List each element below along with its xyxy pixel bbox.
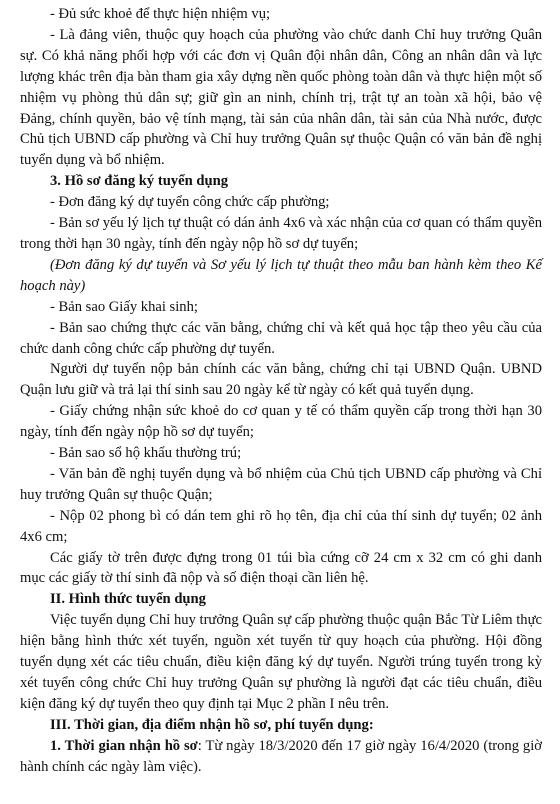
paragraph: Người dự tuyển nộp bản chính các văn bằng, chứng chỉ tại UBND Quận. UBND Quận lưu giữ và trả lại thí sinh sau 20 ngày kể từ ngày có kết quả tuyển dụng. <box>20 361 542 399</box>
paragraph: (Đơn đăng ký dự tuyển và Sơ yếu lý lịch tự thuật theo mẫu ban hành kèm theo Kế hoạch này) <box>20 256 542 294</box>
section-heading: II. Hình thức tuyển dụng <box>50 591 206 608</box>
heading-application-period: 1. Thời gian nhận hồ sơ <box>50 737 198 754</box>
paragraph: - Văn bản đề nghị tuyển dụng và bổ nhiệm của Chủ tịch UBND cấp phường và Chỉ huy trưởng Quân sự thuộc Quận; <box>20 465 542 503</box>
section-heading: 3. Hồ sơ đăng ký tuyển dụng <box>50 173 228 190</box>
section-heading: III. Thời gian, địa điểm nhận hồ sơ, phí tuyển dụng: <box>50 716 374 733</box>
paragraph: - Đơn đăng ký dự tuyển công chức cấp phường; <box>50 194 330 211</box>
paragraph: - Là đảng viên, thuộc quy hoạch của phường vào chức danh Chỉ huy trưởng Quân sự. Có khả năng phối hợp với các đơn vị Quân đội nhân dân, Công an nhân dân và lực lượng khác trên địa bàn tham gia xây dựng nền quốc phòng toàn dân và thực hiện một số nhiệm vụ phòng thủ dân sự; giữ gìn an ninh, chính trị, trật tự an toàn xã hội, bảo vệ Đảng, chính quyền, bảo vệ tính mạng, tài sản của nhân dân, tài sản của Nhà nước, được Chủ tịch UBND cấp phường và Chỉ huy trưởng Quân sự thuộc Quận có văn bản đề nghị tuyển dụng và bổ nhiệm. <box>20 26 542 169</box>
paragraph: - Bản sao Giấy khai sinh; <box>50 298 198 315</box>
paragraph: - Bản sao chứng thực các văn bằng, chứng chỉ và kết quả học tập theo yêu cầu của chức danh công chức cấp phường dự tuyển. <box>20 319 542 357</box>
paragraph: - Đủ sức khoẻ để thực hiện nhiệm vụ; <box>50 6 271 22</box>
paragraph: Các giấy tờ trên được đựng trong 01 túi bìa cứng cỡ 24 cm x 32 cm có ghi danh mục các giấy tờ thí sinh đã nộp và số điện thoại cần liên hệ. <box>20 549 542 587</box>
paragraph-application-period <box>20 736 542 778</box>
paragraph: - Nộp 02 phong bì có dán tem ghi rõ họ tên, địa chỉ của thí sinh dự tuyển; 02 ảnh 4x6 cm; <box>20 507 542 545</box>
document-body <box>20 4 542 736</box>
paragraph: - Giấy chứng nhận sức khoẻ do cơ quan y tế có thẩm quyền cấp trong thời hạn 30 ngày, tính đến ngày nộp hồ sơ dự tuyển; <box>20 403 542 441</box>
paragraph: - Bản sao sổ hộ khẩu thường trú; <box>50 445 242 462</box>
paragraph: Việc tuyển dụng Chỉ huy trưởng Quân sự cấp phường thuộc quận Bắc Từ Liêm thực hiện bằng hình thức xét tuyển, nguồn xét tuyển từ quy hoạch của phường. Hội đồng tuyển dụng xét các tiêu chuẩn, điều kiện đăng ký dự tuyển. Người trúng tuyển trong kỳ xét tuyển công chức Chỉ huy trưởng Quân sự phường là người đạt các tiêu chuẩn, điều kiện đăng ký dự tuyển theo quy định tại Mục 2 phần I nêu trên. <box>20 612 542 712</box>
paragraph: - Bản sơ yếu lý lịch tự thuật có dán ảnh 4x6 và xác nhận của cơ quan có thẩm quyền trong thời hạn 30 ngày, tính đến ngày nộp hồ sơ dự tuyển; <box>20 215 542 252</box>
application-period-text: : Từ ngày 18/3/2020 đến 17 giờ ngày 16/4/2020 (trong giờ hành chính các ngày làm việc). <box>20 737 542 775</box>
